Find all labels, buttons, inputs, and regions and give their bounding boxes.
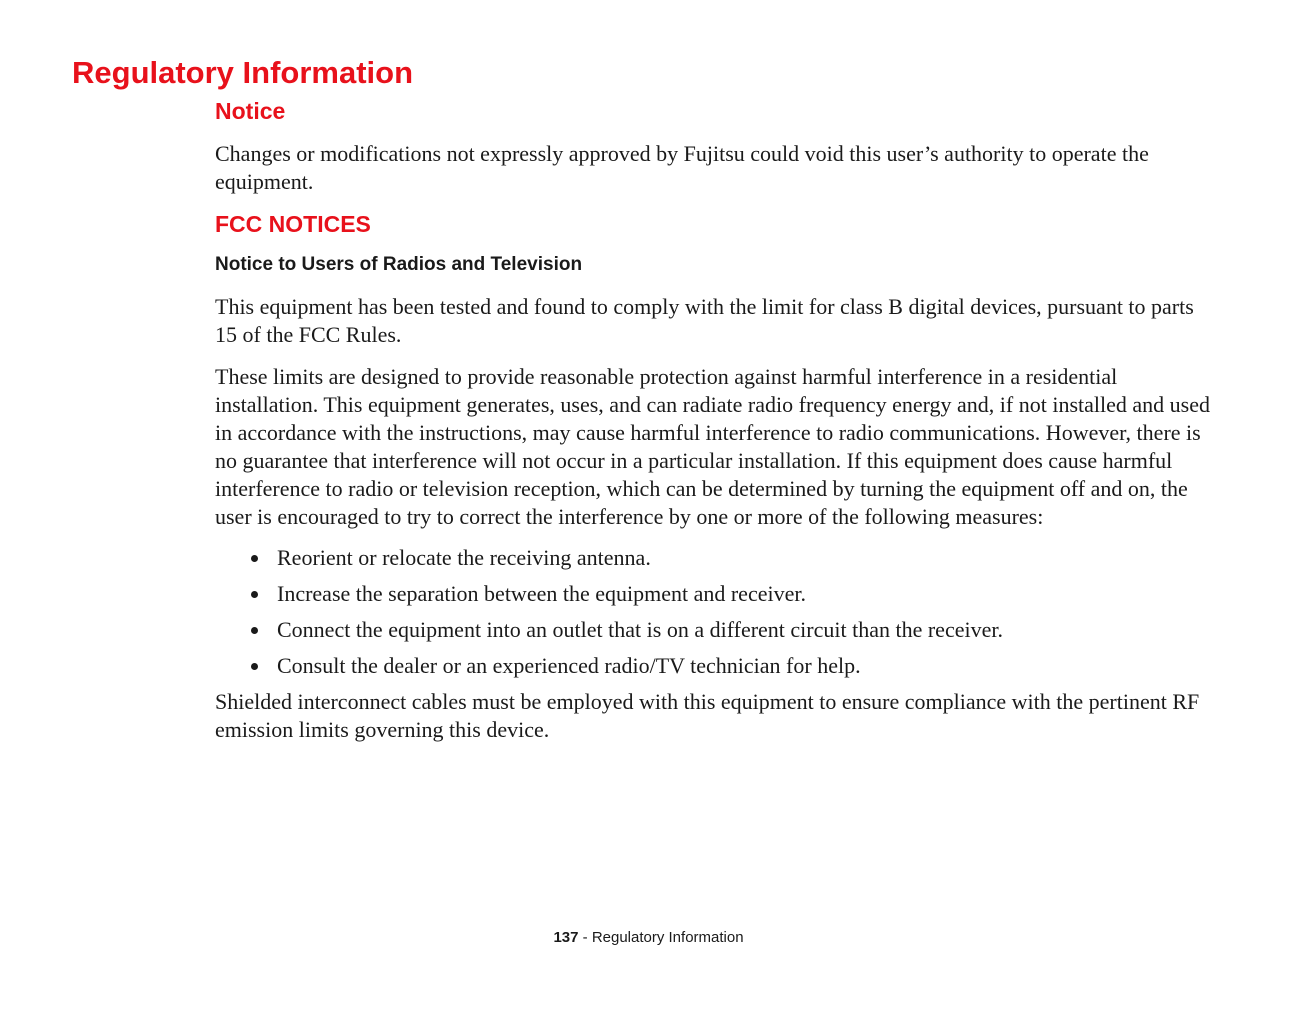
- measures-list: [215, 544, 1220, 680]
- bullet-icon: [251, 627, 258, 634]
- compliance-paragraph: This equipment has been tested and found to comply with the limit for class B digital devices, pursuant to parts 15 of the FCC Rules.: [215, 294, 1194, 347]
- list-item-text: Consult the dealer or an experienced radio/TV technician for help.: [277, 653, 861, 678]
- page-number: 137: [553, 929, 579, 946]
- list-item: [215, 652, 1220, 680]
- list-item-text: Reorient or relocate the receiving antenna.: [277, 545, 651, 570]
- shielded-cables-paragraph: Shielded interconnect cables must be employed with this equipment to ensure compliance with the pertinent RF emission limits governing this device.: [215, 689, 1200, 742]
- notice-paragraph: Changes or modifications not expressly approved by Fujitsu could void this user’s authority to operate the equipment.: [215, 141, 1149, 194]
- list-item: [215, 544, 1220, 572]
- page-title: Regulatory Information: [72, 55, 414, 90]
- bullet-icon: [251, 591, 258, 598]
- footer-separator: -: [578, 929, 592, 946]
- bullet-icon: [251, 663, 258, 670]
- fcc-notices-heading: FCC NOTICES: [215, 211, 371, 237]
- page-footer: [0, 928, 1297, 948]
- list-item: [215, 580, 1220, 608]
- main-content: [215, 96, 1220, 744]
- bullet-icon: [251, 555, 258, 562]
- limits-paragraph: These limits are designed to provide reasonable protection against harmful interference in a residential installation. This equipment generates, uses, and can radiate radio frequency energy and, if not installed and used in accordance with the instructions, may cause harmful interference to radio communications. However, there is no guarantee that interference will not occur in a particular installation. If this equipment does cause harmful interference to radio or television reception, which can be determined by turning the equipment off and on, the user is encouraged to try to correct the interference by one or more of the following measures:: [215, 364, 1210, 529]
- list-item-text: Connect the equipment into an outlet that is on a different circuit than the receiver.: [277, 617, 1003, 642]
- list-item: [215, 616, 1220, 644]
- notice-heading: Notice: [215, 98, 286, 124]
- radios-television-subheading: Notice to Users of Radios and Television: [215, 254, 583, 275]
- list-item-text: Increase the separation between the equipment and receiver.: [277, 581, 806, 606]
- footer-section-title: Regulatory Information: [591, 929, 744, 946]
